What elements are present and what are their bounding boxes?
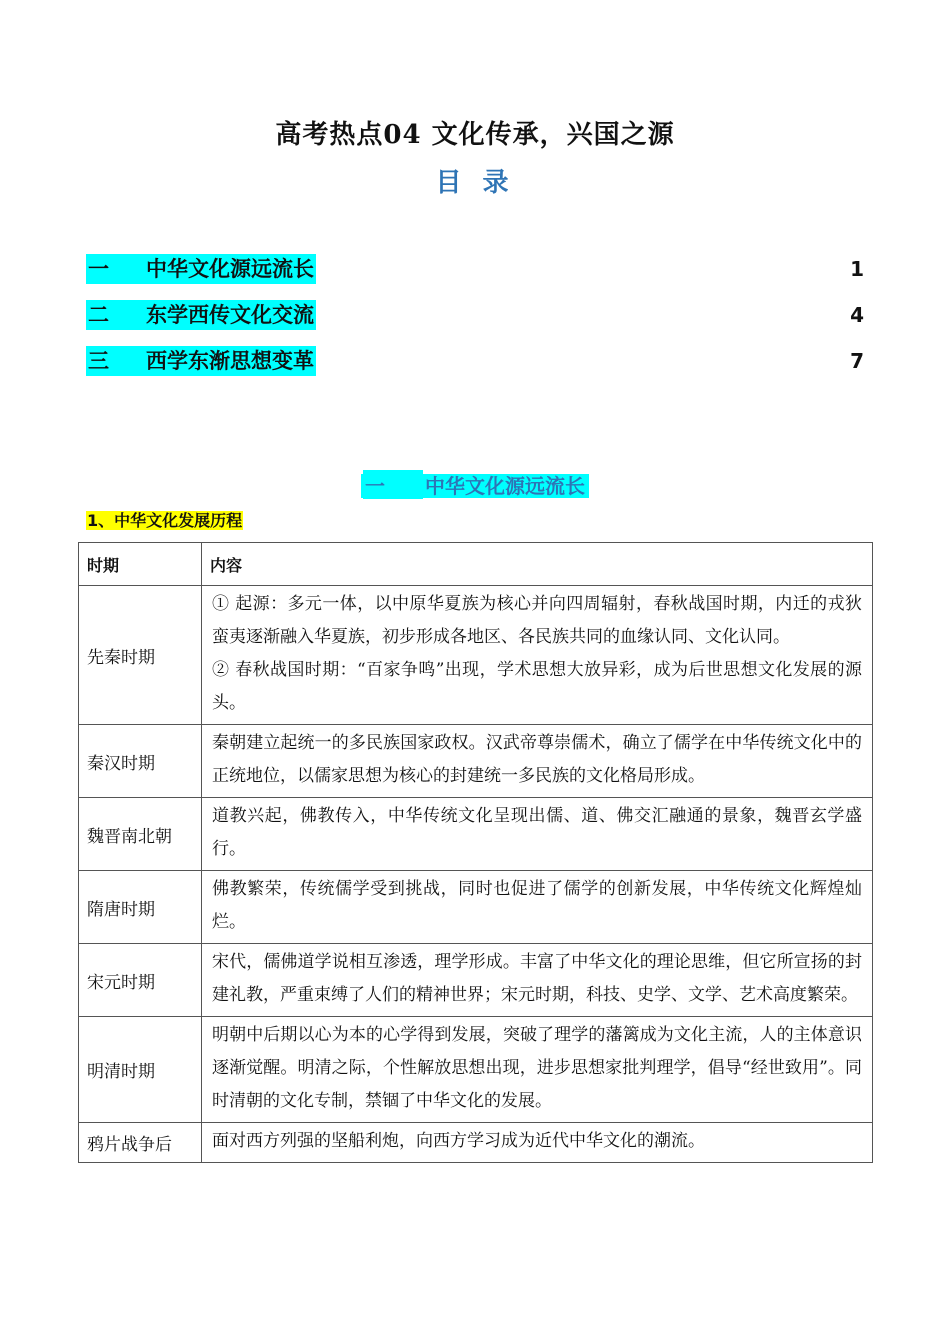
culture-history-table bbox=[78, 542, 873, 1163]
table-of-contents bbox=[86, 254, 864, 392]
period-cell: 隋唐时期 bbox=[79, 871, 202, 944]
column-header-period: 时期 bbox=[79, 543, 202, 586]
section-label: 中华文化源远流长 bbox=[425, 474, 585, 498]
period-cell: 秦汉时期 bbox=[79, 725, 202, 798]
period-cell: 明清时期 bbox=[79, 1017, 202, 1123]
content-cell bbox=[202, 798, 873, 871]
toc-entry-page: 1 bbox=[850, 257, 864, 281]
toc-entry[interactable] bbox=[86, 346, 864, 392]
content-cell bbox=[202, 586, 873, 725]
content-cell bbox=[202, 871, 873, 944]
table-row bbox=[79, 944, 873, 1017]
table-header-row bbox=[79, 543, 873, 586]
section-title bbox=[0, 470, 950, 499]
content-cell bbox=[202, 725, 873, 798]
content-paragraph: 秦朝建立起统一的多民族国家政权。汉武帝尊崇儒术，确立了儒学在中华传统文化中的正统地位，以儒家思想为核心的封建统一多民族的文化格局形成。 bbox=[212, 733, 862, 786]
section-number: 一 bbox=[363, 470, 423, 499]
toc-entry-label: 东学西传文化交流 bbox=[146, 303, 314, 327]
toc-heading: 目 录 bbox=[435, 168, 515, 198]
column-header-content: 内容 bbox=[202, 543, 873, 586]
document-title: 高考热点04 文化传承，兴国之源 bbox=[275, 120, 675, 150]
toc-entry[interactable] bbox=[86, 254, 864, 300]
content-paragraph: ② 春秋战国时期：“百家争鸣”出现，学术思想大放异彩，成为后世思想文化发展的源头。 bbox=[212, 660, 862, 713]
toc-entry-label: 西学东渐思想变革 bbox=[146, 349, 314, 373]
period-cell: 鸦片战争后 bbox=[79, 1123, 202, 1163]
table-row bbox=[79, 871, 873, 944]
content-cell bbox=[202, 1123, 873, 1163]
content-paragraph: 明朝中后期以心为本的心学得到发展，突破了理学的藩篱成为文化主流，人的主体意识逐渐觉醒。明清之际，个性解放思想出现，进步思想家批判理学，倡导“经世致用”。同时清朝的文化专制，禁锢了中华文化的发展。 bbox=[212, 1025, 862, 1111]
table-row bbox=[79, 798, 873, 871]
toc-entry-number: 二 bbox=[88, 303, 109, 327]
period-cell: 魏晋南北朝 bbox=[79, 798, 202, 871]
toc-entry[interactable] bbox=[86, 300, 864, 346]
toc-entry-page: 4 bbox=[850, 303, 864, 327]
content-paragraph: ① 起源：多元一体，以中原华夏族为核心并向四周辐射，春秋战国时期，内迁的戎狄蛮夷逐渐融入华夏族，初步形成各地区、各民族共同的血缘认同、文化认同。 bbox=[212, 594, 862, 647]
content-paragraph: 道教兴起，佛教传入，中华传统文化呈现出儒、道、佛交汇融通的景象，魏晋玄学盛行。 bbox=[212, 806, 862, 859]
toc-entry-page: 7 bbox=[850, 349, 864, 373]
toc-entry-number: 三 bbox=[88, 349, 109, 373]
content-paragraph: 宋代，儒佛道学说相互渗透，理学形成。丰富了中华文化的理论思维，但它所宣扬的封建礼教，严重束缚了人们的精神世界；宋元时期，科技、史学、文学、艺术高度繁荣。 bbox=[212, 952, 862, 1005]
toc-entry-label: 中华文化源远流长 bbox=[146, 257, 314, 281]
table-row bbox=[79, 725, 873, 798]
period-cell: 宋元时期 bbox=[79, 944, 202, 1017]
content-cell bbox=[202, 1017, 873, 1123]
period-cell: 先秦时期 bbox=[79, 586, 202, 725]
subheading: 1、中华文化发展历程 bbox=[87, 511, 243, 530]
table-row bbox=[79, 586, 873, 725]
content-cell bbox=[202, 944, 873, 1017]
content-paragraph: 面对西方列强的坚船利炮，向西方学习成为近代中华文化的潮流。 bbox=[212, 1131, 705, 1151]
table-row bbox=[79, 1123, 873, 1163]
table-row bbox=[79, 1017, 873, 1123]
content-paragraph: 佛教繁荣，传统儒学受到挑战，同时也促进了儒学的创新发展，中华传统文化辉煌灿烂。 bbox=[212, 879, 862, 932]
toc-entry-number: 一 bbox=[88, 257, 109, 281]
